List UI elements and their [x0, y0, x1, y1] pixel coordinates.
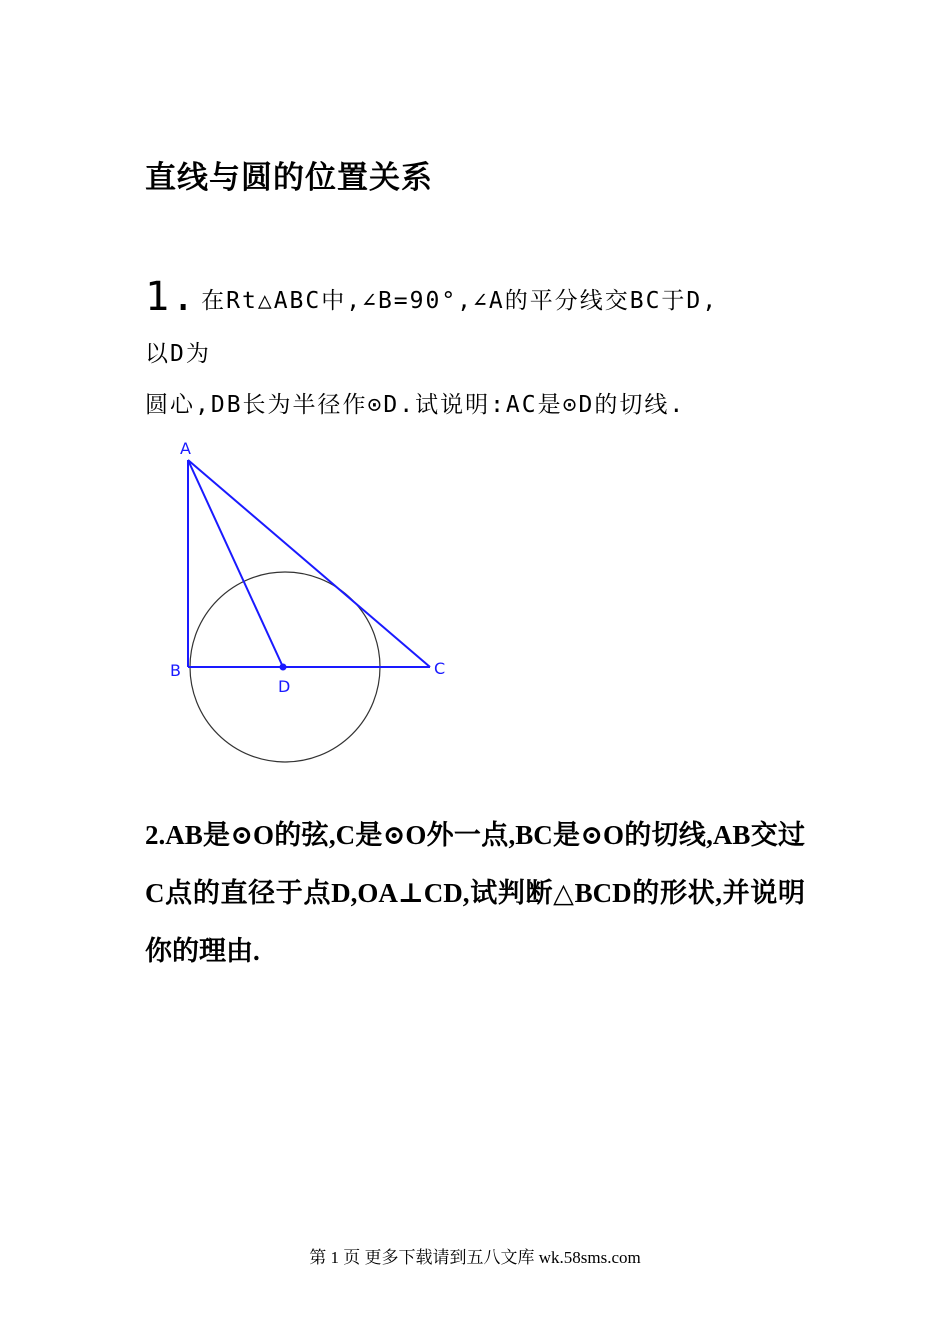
question-1-text-1: 在Rt△ABC中,∠B=90°,∠A的平分线交BC于D, [201, 288, 719, 314]
label-d: D [278, 677, 291, 696]
question-1-number: 1. [145, 274, 198, 320]
triangle-circle-diagram [160, 430, 460, 770]
question-1-line-3: 圆心,DB长为半径作⊙D.试说明:AC是⊙D的切线. [145, 392, 686, 418]
page-footer: 第 1 页 更多下载请到五八文库 wk.58sms.com [309, 1248, 641, 1267]
question-2-number: 2 [145, 820, 159, 850]
segment-ac [188, 460, 430, 667]
question-1-line-1 [145, 274, 719, 320]
page-title: 直线与圆的位置关系 [145, 160, 433, 196]
question-2 [145, 806, 805, 980]
question-2-text: .AB是⊙O的弦,C是⊙O外一点,BC是⊙O的切线,AB交过C点的直径于点D,OA⊥CD,试判断△BCD的形状,并说明你的理由. [145, 820, 805, 966]
label-a: A [180, 439, 191, 458]
label-b: B [170, 661, 181, 680]
label-c: C [434, 659, 446, 678]
point-d [280, 664, 287, 671]
geometry-figure [160, 430, 460, 770]
segment-ad [188, 460, 283, 667]
question-1-line-2: 以D为 [145, 341, 211, 367]
